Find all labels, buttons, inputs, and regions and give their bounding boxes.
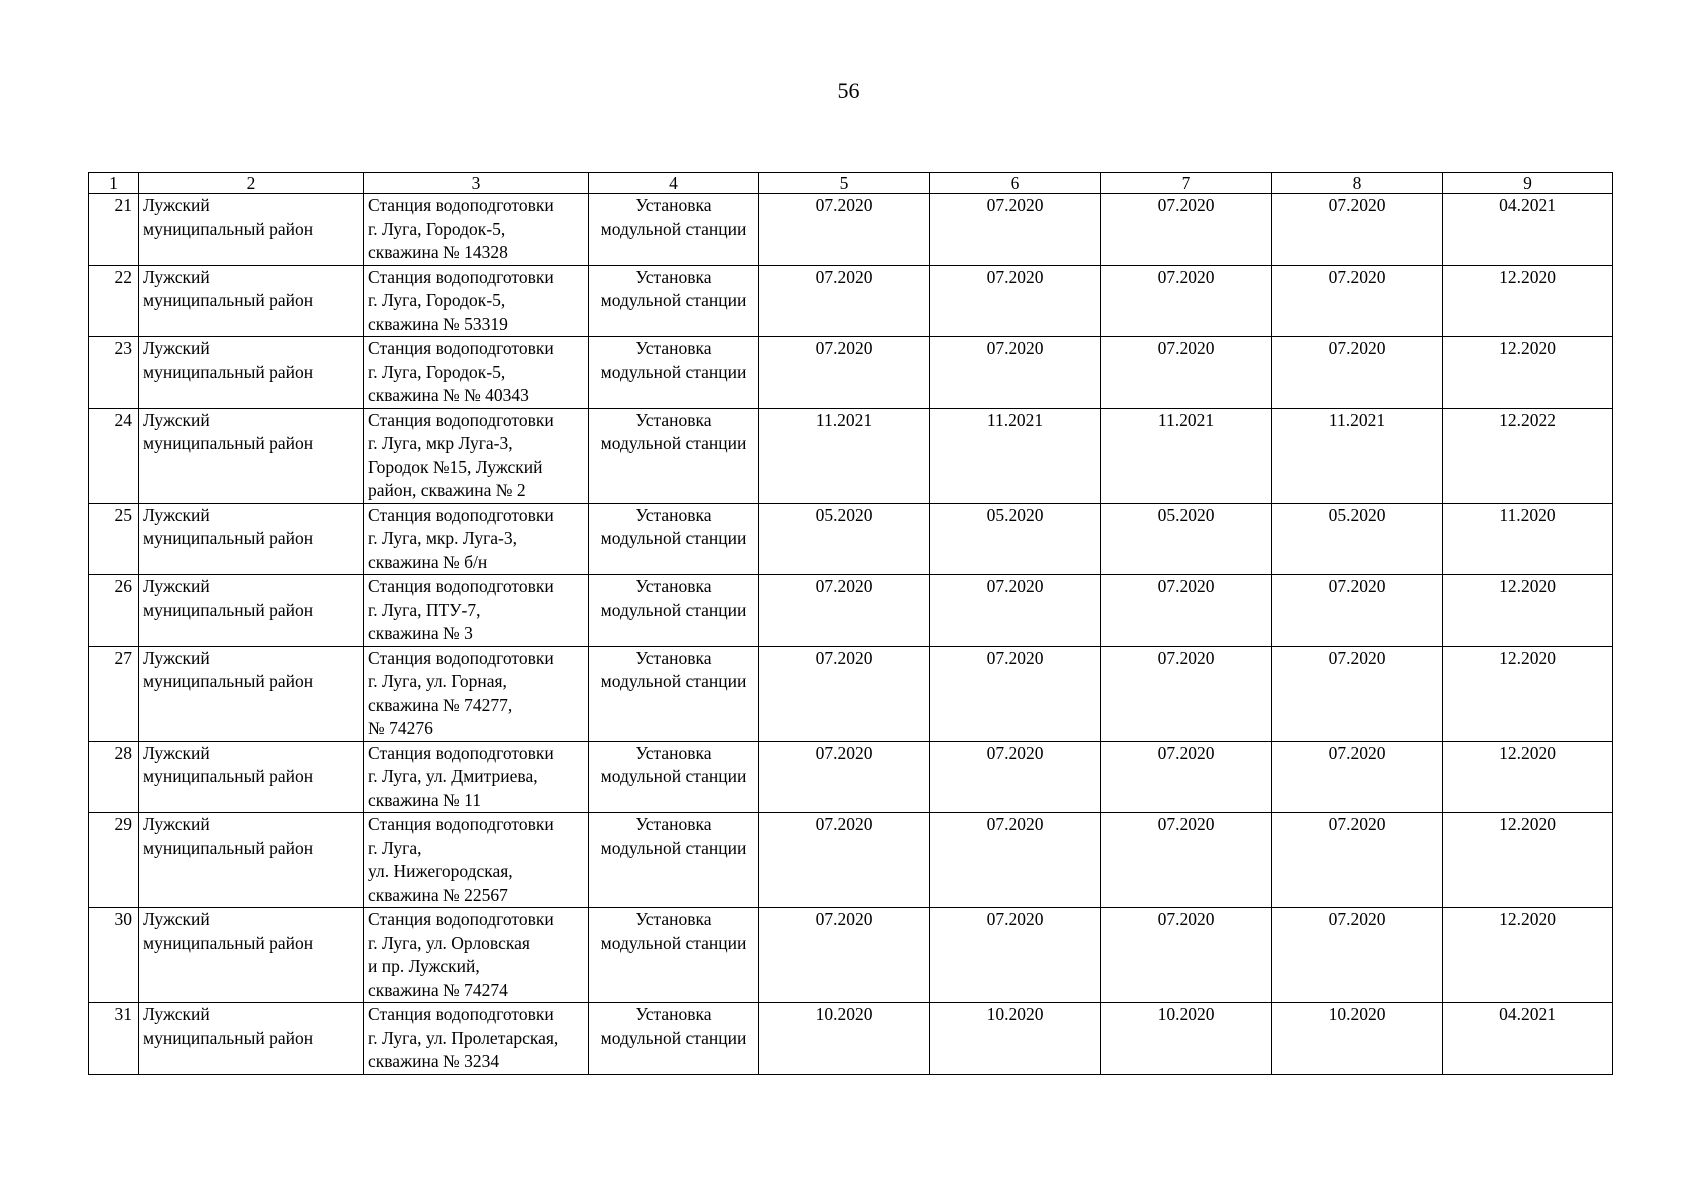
date-cell-8: 07.2020 [1272,575,1443,647]
date-cell-8: 07.2020 [1272,813,1443,908]
date-cell-5: 07.2020 [759,813,930,908]
row-number: 24 [89,408,139,503]
date-cell-9: 12.2022 [1443,408,1613,503]
date-cell-8: 05.2020 [1272,503,1443,575]
date-cell-5: 07.2020 [759,908,930,1003]
table-row [89,337,1613,409]
date-cell-7: 07.2020 [1101,194,1272,266]
date-cell-6: 07.2020 [930,741,1101,813]
table-row [89,646,1613,741]
schedule-table [88,172,1613,1075]
action-cell: Установка модульной станции [589,503,759,575]
table-row [89,741,1613,813]
date-cell-6: 07.2020 [930,265,1101,337]
date-cell-9: 04.2021 [1443,194,1613,266]
date-cell-5: 07.2020 [759,575,930,647]
row-number: 25 [89,503,139,575]
district-cell: Лужский муниципальный район [139,194,364,266]
date-cell-9: 12.2020 [1443,741,1613,813]
table-row [89,1003,1613,1075]
action-cell: Установка модульной станции [589,813,759,908]
action-cell: Установка модульной станции [589,1003,759,1075]
column-header: 5 [759,173,930,194]
date-cell-6: 07.2020 [930,575,1101,647]
object-cell: Станция водоподготовки г. Луга, ПТУ-7, скважина № 3 [364,575,589,647]
row-number: 23 [89,337,139,409]
table-row [89,813,1613,908]
row-number: 21 [89,194,139,266]
object-cell: Станция водоподготовки г. Луга, ул. Орловская и пр. Лужский, скважина № 74274 [364,908,589,1003]
date-cell-6: 07.2020 [930,646,1101,741]
date-cell-6: 05.2020 [930,503,1101,575]
action-cell: Установка модульной станции [589,408,759,503]
date-cell-7: 07.2020 [1101,575,1272,647]
date-cell-6: 07.2020 [930,337,1101,409]
action-cell: Установка модульной станции [589,265,759,337]
row-number: 26 [89,575,139,647]
object-cell: Станция водоподготовки г. Луга, ул. Пролетарская, скважина № 3234 [364,1003,589,1075]
date-cell-7: 10.2020 [1101,1003,1272,1075]
district-cell: Лужский муниципальный район [139,646,364,741]
date-cell-5: 10.2020 [759,1003,930,1075]
date-cell-9: 12.2020 [1443,813,1613,908]
district-cell: Лужский муниципальный район [139,813,364,908]
object-cell: Станция водоподготовки г. Луга, мкр Луга-3, Городок №15, Лужский район, скважина № 2 [364,408,589,503]
date-cell-9: 12.2020 [1443,265,1613,337]
date-cell-9: 12.2020 [1443,337,1613,409]
object-cell: Станция водоподготовки г. Луга, Городок-5, скважина № 53319 [364,265,589,337]
date-cell-7: 07.2020 [1101,908,1272,1003]
date-cell-7: 07.2020 [1101,813,1272,908]
date-cell-8: 07.2020 [1272,908,1443,1003]
district-cell: Лужский муниципальный район [139,741,364,813]
date-cell-7: 07.2020 [1101,646,1272,741]
date-cell-9: 12.2020 [1443,646,1613,741]
column-header: 3 [364,173,589,194]
column-header: 2 [139,173,364,194]
action-cell: Установка модульной станции [589,741,759,813]
column-header: 9 [1443,173,1613,194]
date-cell-7: 07.2020 [1101,265,1272,337]
date-cell-9: 04.2021 [1443,1003,1613,1075]
date-cell-8: 10.2020 [1272,1003,1443,1075]
object-cell: Станция водоподготовки г. Луга, Городок-5, скважина № 14328 [364,194,589,266]
district-cell: Лужский муниципальный район [139,337,364,409]
date-cell-5: 07.2020 [759,337,930,409]
table-body [89,194,1613,1075]
object-cell: Станция водоподготовки г. Луга, мкр. Луга-3, скважина № б/н [364,503,589,575]
district-cell: Лужский муниципальный район [139,575,364,647]
table-row [89,194,1613,266]
date-cell-6: 11.2021 [930,408,1101,503]
date-cell-7: 11.2021 [1101,408,1272,503]
table-row [89,575,1613,647]
date-cell-9: 12.2020 [1443,908,1613,1003]
action-cell: Установка модульной станции [589,194,759,266]
object-cell: Станция водоподготовки г. Луга, Городок-5, скважина № № 40343 [364,337,589,409]
column-header: 6 [930,173,1101,194]
date-cell-9: 11.2020 [1443,503,1613,575]
row-number: 29 [89,813,139,908]
row-number: 30 [89,908,139,1003]
action-cell: Установка модульной станции [589,646,759,741]
district-cell: Лужский муниципальный район [139,908,364,1003]
date-cell-8: 07.2020 [1272,646,1443,741]
page-number: 56 [837,78,860,103]
object-cell: Станция водоподготовки г. Луга, ул. Горная, скважина № 74277, № 74276 [364,646,589,741]
date-cell-5: 11.2021 [759,408,930,503]
date-cell-7: 07.2020 [1101,337,1272,409]
district-cell: Лужский муниципальный район [139,503,364,575]
table-row [89,265,1613,337]
date-cell-7: 05.2020 [1101,503,1272,575]
date-cell-8: 07.2020 [1272,741,1443,813]
date-cell-8: 11.2021 [1272,408,1443,503]
date-cell-8: 07.2020 [1272,337,1443,409]
object-cell: Станция водоподготовки г. Луга, ул. Дмитриева, скважина № 11 [364,741,589,813]
table-row [89,908,1613,1003]
column-header: 4 [589,173,759,194]
row-number: 27 [89,646,139,741]
district-cell: Лужский муниципальный район [139,265,364,337]
row-number: 22 [89,265,139,337]
date-cell-5: 07.2020 [759,646,930,741]
date-cell-6: 07.2020 [930,908,1101,1003]
date-cell-9: 12.2020 [1443,575,1613,647]
date-cell-8: 07.2020 [1272,194,1443,266]
table-row [89,408,1613,503]
date-cell-5: 05.2020 [759,503,930,575]
date-cell-6: 10.2020 [930,1003,1101,1075]
row-number: 28 [89,741,139,813]
action-cell: Установка модульной станции [589,908,759,1003]
object-cell: Станция водоподготовки г. Луга, ул. Нижегородская, скважина № 22567 [364,813,589,908]
date-cell-6: 07.2020 [930,813,1101,908]
date-cell-8: 07.2020 [1272,265,1443,337]
date-cell-6: 07.2020 [930,194,1101,266]
action-cell: Установка модульной станции [589,575,759,647]
district-cell: Лужский муниципальный район [139,408,364,503]
header-row [89,173,1613,194]
district-cell: Лужский муниципальный район [139,1003,364,1075]
column-header: 1 [89,173,139,194]
row-number: 31 [89,1003,139,1075]
date-cell-5: 07.2020 [759,741,930,813]
date-cell-5: 07.2020 [759,194,930,266]
action-cell: Установка модульной станции [589,337,759,409]
column-header: 8 [1272,173,1443,194]
column-header: 7 [1101,173,1272,194]
date-cell-5: 07.2020 [759,265,930,337]
date-cell-7: 07.2020 [1101,741,1272,813]
table-row [89,503,1613,575]
